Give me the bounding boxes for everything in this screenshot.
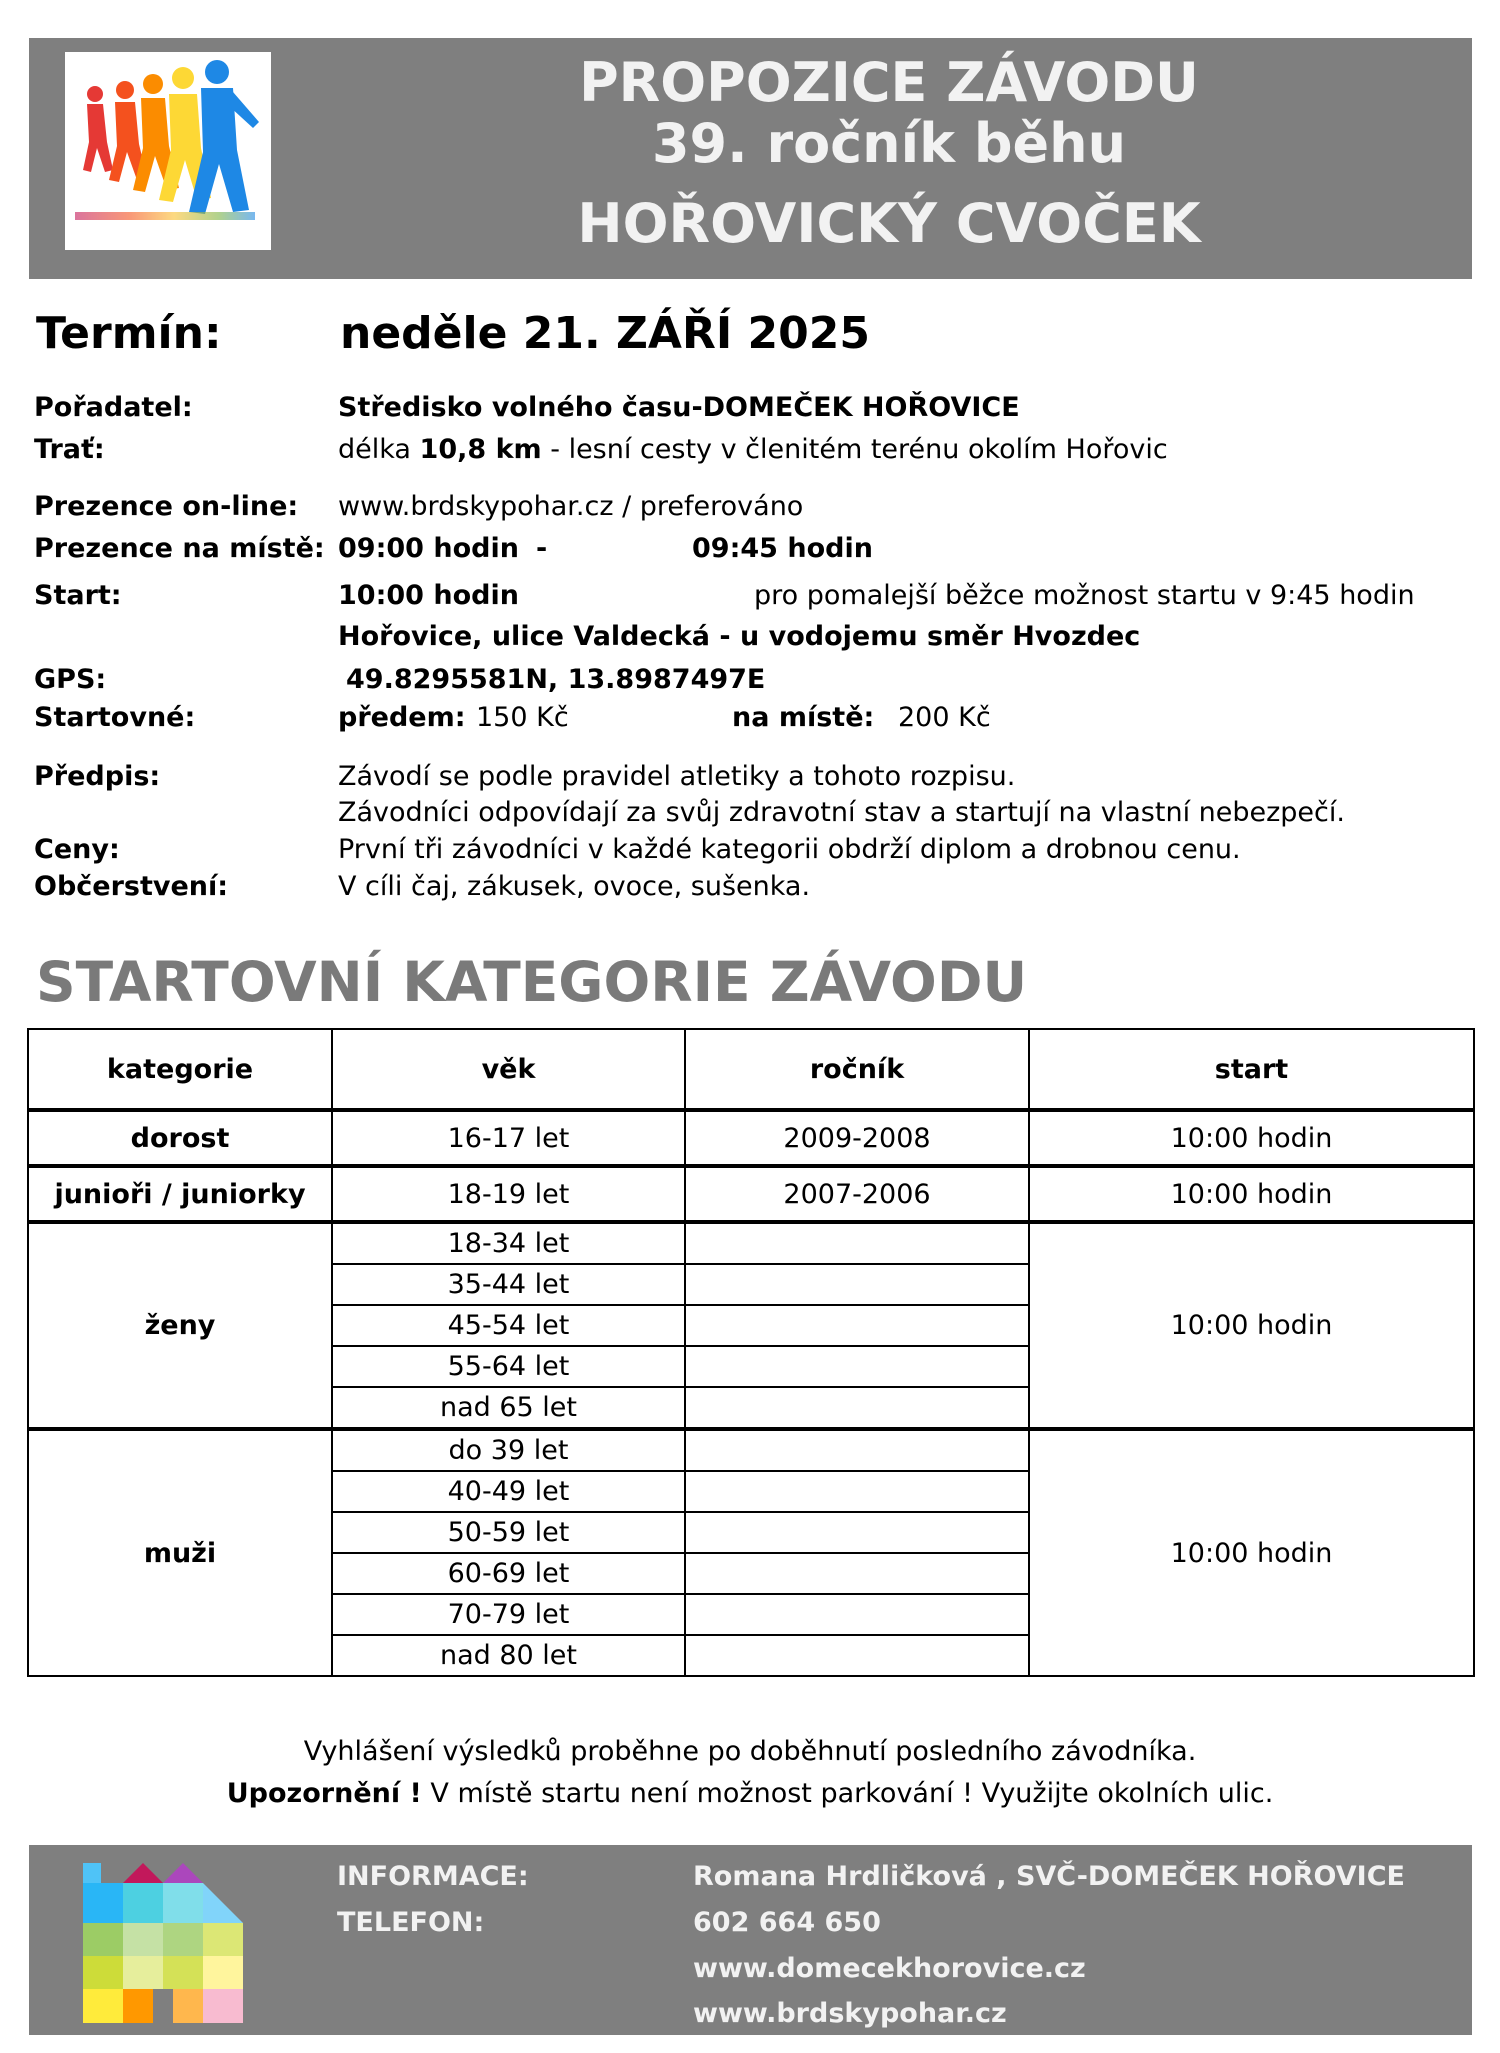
gps-label: GPS: — [34, 664, 107, 695]
col-header-vek: věk — [332, 1029, 685, 1110]
runners-icon — [65, 52, 271, 250]
obcerstveni-value: V cíli čaj, zákusek, ovoce, sušenka. — [338, 871, 811, 902]
year-cell — [685, 1429, 1029, 1471]
header-title-line1: PROPOZICE ZÁVODU — [579, 51, 1199, 114]
header-title-line3: HOŘOVICKÝ CVOČEK — [577, 192, 1201, 255]
predpis-line1: Závodí se podle pravidel atletiky a tohoto rozpisu. — [338, 761, 1016, 792]
gps-value: 49.8295581N, 13.8987497E — [346, 664, 766, 695]
table-header-row — [28, 1029, 1474, 1110]
category-cell: muži — [28, 1429, 332, 1676]
header-banner — [29, 38, 1472, 279]
col-header-start: start — [1029, 1029, 1474, 1110]
footer-info-value: Romana Hrdličková , SVČ-DOMEČEK HOŘOVICE — [693, 1861, 1405, 1892]
termin-value: neděle 21. ZÁŘÍ 2025 — [340, 308, 870, 359]
age-cell: 70-79 let — [332, 1594, 685, 1635]
age-cell: 18-19 let — [332, 1166, 685, 1222]
footer-banner — [29, 1845, 1472, 2035]
footer-info-label: INFORMACE: — [337, 1861, 529, 1892]
col-header-kategorie: kategorie — [28, 1029, 332, 1110]
year-cell — [685, 1346, 1029, 1387]
start-cell: 10:00 hodin — [1029, 1166, 1474, 1222]
startovne-label: Startovné: — [34, 702, 196, 733]
poradatel-label: Pořadatel: — [34, 392, 193, 423]
age-cell: nad 80 let — [332, 1635, 685, 1676]
predem-value: 150 Kč — [476, 702, 569, 733]
start-cell: 10:00 hodin — [1029, 1222, 1474, 1429]
year-cell — [685, 1471, 1029, 1512]
warning-label: Upozornění ! — [226, 1778, 422, 1809]
predpis-line2: Závodníci odpovídají za svůj zdravotní stav a startují na vlastní nebezpečí. — [338, 797, 1345, 828]
age-cell: 16-17 let — [332, 1110, 685, 1166]
age-cell: 18-34 let — [332, 1222, 685, 1264]
trat-value — [338, 434, 1168, 465]
prezence-online-label: Prezence on-line: — [34, 491, 299, 522]
age-cell: nad 65 let — [332, 1387, 685, 1429]
year-cell — [685, 1264, 1029, 1305]
prezence-misto-dash: - — [536, 533, 548, 564]
start-note: pro pomalejší běžce možnost startu v 9:45 hodin — [754, 580, 1415, 611]
start-label: Start: — [34, 580, 122, 611]
year-cell — [685, 1387, 1029, 1429]
col-header-rocnik: ročník — [685, 1029, 1029, 1110]
section-heading: STARTOVNÍ KATEGORIE ZÁVODU — [36, 950, 1028, 1014]
predpis-label: Předpis: — [34, 761, 161, 792]
start-cell: 10:00 hodin — [1029, 1110, 1474, 1166]
prezence-misto-to: 09:45 hodin — [692, 533, 873, 564]
start-time: 10:00 hodin — [338, 580, 519, 611]
trat-suffix: - lesní cesty v členitém terénu okolím Hořovic — [541, 434, 1168, 465]
age-cell: 55-64 let — [332, 1346, 685, 1387]
parking-warning — [0, 1778, 1500, 1809]
trat-length: 10,8 km — [419, 434, 542, 465]
year-cell — [685, 1594, 1029, 1635]
prezence-misto-label: Prezence na místě: — [34, 533, 325, 564]
start-cell: 10:00 hodin — [1029, 1429, 1474, 1676]
prezence-online-value: www.brdskypohar.cz / preferováno — [338, 491, 804, 522]
poradatel-value: Středisko volného času-DOMEČEK HOŘOVICE — [338, 392, 1020, 423]
table-row — [28, 1110, 1474, 1166]
house-logo-icon — [83, 1863, 243, 2023]
year-cell — [685, 1635, 1029, 1676]
table-row — [28, 1222, 1474, 1264]
ceny-value: První tři závodníci v každé kategorii obdrží diplom a drobnou cenu. — [338, 834, 1241, 865]
year-cell — [685, 1222, 1029, 1264]
table-row — [28, 1166, 1474, 1222]
year-cell — [685, 1553, 1029, 1594]
prezence-misto-from: 09:00 hodin — [338, 533, 519, 564]
age-cell: 35-44 let — [332, 1264, 685, 1305]
category-cell: junioři / juniorky — [28, 1166, 332, 1222]
namiste-label: na místě: — [732, 702, 875, 733]
namiste-value: 200 Kč — [898, 702, 991, 733]
header-title-line2: 39. ročník běhu — [651, 112, 1127, 175]
age-cell: 50-59 let — [332, 1512, 685, 1553]
runners-logo — [65, 52, 271, 250]
footer-web2-link[interactable]: www.brdskypohar.cz — [693, 1998, 1007, 2029]
results-note: Vyhlášení výsledků proběhne po doběhnutí posledního závodníka. — [303, 1736, 1197, 1767]
year-cell: 2009-2008 — [685, 1110, 1029, 1166]
footer-tel-label: TELEFON: — [337, 1907, 485, 1938]
category-cell: ženy — [28, 1222, 332, 1429]
age-cell: 60-69 let — [332, 1553, 685, 1594]
table-row — [28, 1429, 1474, 1471]
trat-label: Trať: — [34, 434, 105, 465]
age-cell: 40-49 let — [332, 1471, 685, 1512]
year-cell — [685, 1512, 1029, 1553]
termin-label: Termín: — [36, 308, 222, 359]
category-cell: dorost — [28, 1110, 332, 1166]
year-cell — [685, 1305, 1029, 1346]
warning-text: V místě startu není možnost parkování ! Využijte okolních ulic. — [421, 1778, 1274, 1809]
category-table — [27, 1028, 1475, 1677]
start-place: Hořovice, ulice Valdecká - u vodojemu směr Hvozdec — [338, 621, 1141, 652]
trat-prefix: délka — [338, 434, 420, 465]
ceny-label: Ceny: — [34, 834, 120, 865]
predem-label: předem: — [338, 702, 466, 733]
footer-web1-link[interactable]: www.domecekhorovice.cz — [693, 1953, 1086, 1984]
age-cell: 45-54 let — [332, 1305, 685, 1346]
year-cell: 2007-2006 — [685, 1166, 1029, 1222]
obcerstveni-label: Občerstvení: — [34, 871, 229, 902]
age-cell: do 39 let — [332, 1429, 685, 1471]
footer-tel-value: 602 664 650 — [693, 1907, 881, 1938]
